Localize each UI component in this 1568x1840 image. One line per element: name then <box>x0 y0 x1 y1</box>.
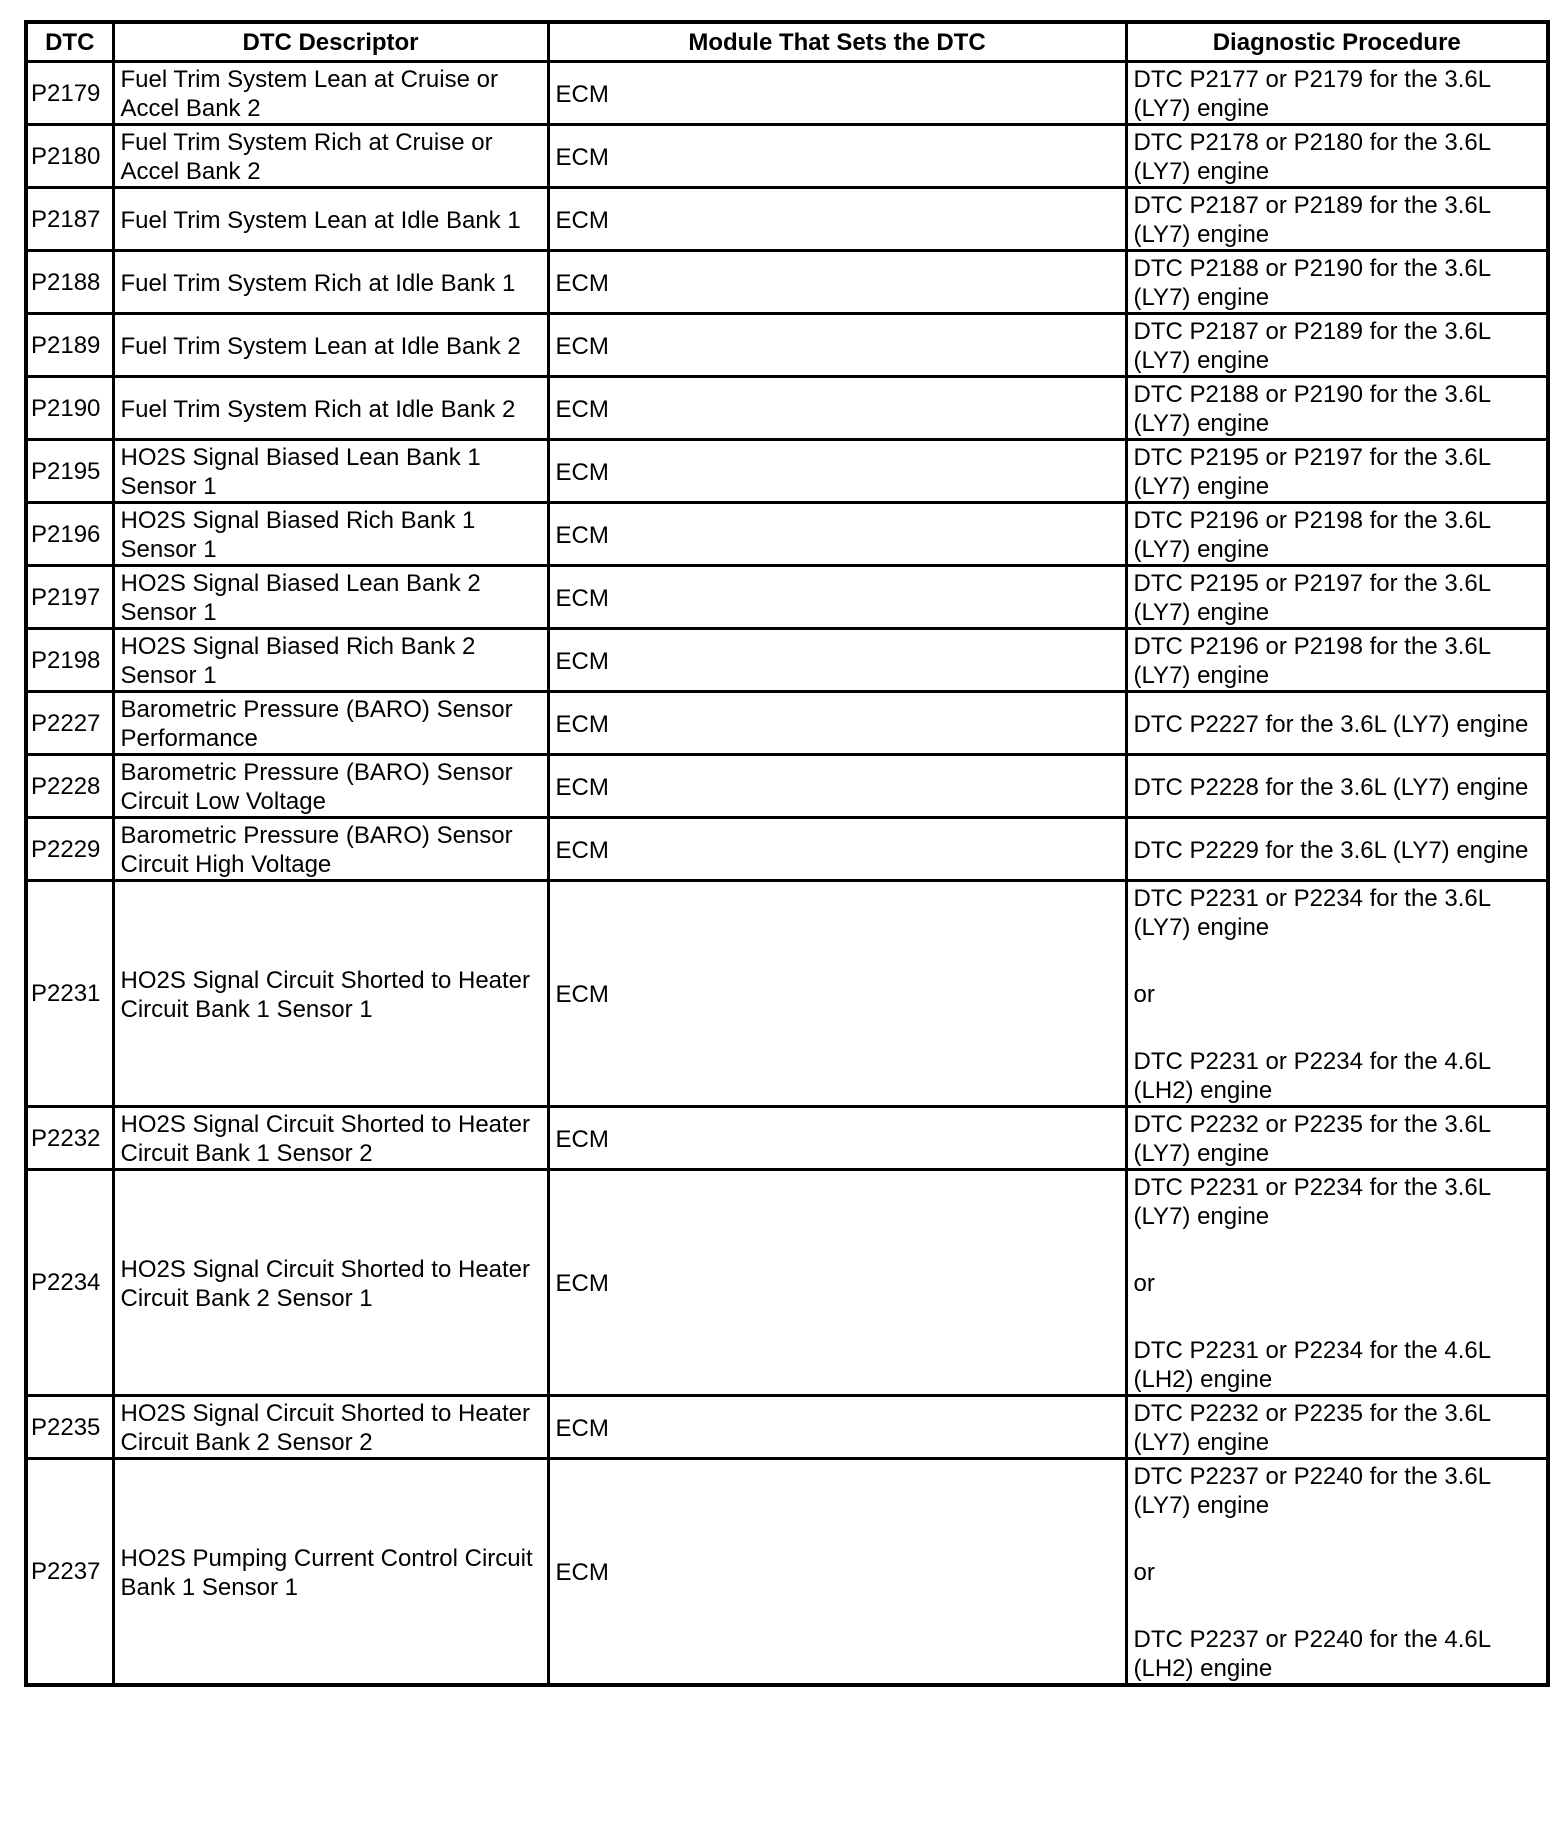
diagnostic-procedure <box>1126 251 1548 314</box>
diagnostic-procedure <box>1126 629 1548 692</box>
dtc-code: P2237 <box>26 1459 113 1686</box>
procedure-link[interactable]: DTC P2231 or P2234 for the 4.6L (LH2) engine <box>1133 1337 1497 1393</box>
dtc-descriptor: HO2S Signal Biased Lean Bank 1 Sensor 1 <box>113 440 548 503</box>
diagnostic-procedure <box>1126 1170 1548 1396</box>
dtc-module: ECM <box>548 1459 1126 1686</box>
dtc-module: ECM <box>548 755 1126 818</box>
diagnostic-procedure <box>1126 503 1548 566</box>
dtc-descriptor: HO2S Signal Circuit Shorted to Heater Circuit Bank 2 Sensor 1 <box>113 1170 548 1396</box>
table-row <box>26 62 1548 125</box>
dtc-module: ECM <box>548 314 1126 377</box>
table-row <box>26 629 1548 692</box>
procedure-link[interactable]: DTC P2178 or P2180 for the 3.6L (LY7) engine <box>1133 129 1497 185</box>
dtc-module: ECM <box>548 62 1126 125</box>
dtc-module: ECM <box>548 692 1126 755</box>
dtc-code: P2234 <box>26 1170 113 1396</box>
procedure-or: or <box>1133 1270 1155 1297</box>
dtc-module: ECM <box>548 881 1126 1107</box>
diagnostic-procedure <box>1126 881 1548 1107</box>
diagnostic-procedure <box>1126 692 1548 755</box>
diagnostic-procedure <box>1126 125 1548 188</box>
dtc-descriptor: Fuel Trim System Lean at Idle Bank 1 <box>113 188 548 251</box>
dtc-code: P2231 <box>26 881 113 1107</box>
dtc-module: ECM <box>548 1396 1126 1459</box>
procedure-link[interactable]: DTC P2188 or P2190 for the 3.6L (LY7) engine <box>1133 255 1497 311</box>
dtc-code: P2187 <box>26 188 113 251</box>
dtc-descriptor: Barometric Pressure (BARO) Sensor Performance <box>113 692 548 755</box>
table-row <box>26 1396 1548 1459</box>
procedure-link[interactable]: DTC P2196 or P2198 for the 3.6L (LY7) engine <box>1133 507 1497 563</box>
procedure-spacer <box>1134 1520 1541 1558</box>
header-descriptor: DTC Descriptor <box>113 22 548 62</box>
dtc-module: ECM <box>548 818 1126 881</box>
table-row <box>26 125 1548 188</box>
table-row <box>26 1459 1548 1686</box>
procedure-link[interactable]: DTC P2177 or P2179 for the 3.6L (LY7) engine <box>1133 66 1497 122</box>
procedure-link[interactable]: DTC P2237 or P2240 for the 4.6L (LH2) engine <box>1133 1626 1497 1682</box>
table-row <box>26 503 1548 566</box>
dtc-descriptor: HO2S Signal Circuit Shorted to Heater Circuit Bank 2 Sensor 2 <box>113 1396 548 1459</box>
dtc-code: P2232 <box>26 1107 113 1170</box>
procedure-link[interactable]: DTC P2187 or P2189 for the 3.6L (LY7) engine <box>1133 192 1497 248</box>
dtc-code: P2180 <box>26 125 113 188</box>
dtc-descriptor: Fuel Trim System Lean at Cruise or Accel Bank 2 <box>113 62 548 125</box>
dtc-descriptor: HO2S Signal Biased Rich Bank 2 Sensor 1 <box>113 629 548 692</box>
diagnostic-procedure <box>1126 1396 1548 1459</box>
dtc-descriptor: Fuel Trim System Rich at Cruise or Accel Bank 2 <box>113 125 548 188</box>
dtc-descriptor: Barometric Pressure (BARO) Sensor Circuit Low Voltage <box>113 755 548 818</box>
dtc-module: ECM <box>548 1107 1126 1170</box>
dtc-descriptor: Fuel Trim System Rich at Idle Bank 1 <box>113 251 548 314</box>
dtc-module: ECM <box>548 251 1126 314</box>
table-row <box>26 818 1548 881</box>
table-row <box>26 188 1548 251</box>
procedure-or: or <box>1133 981 1155 1008</box>
header-module: Module That Sets the DTC <box>548 22 1126 62</box>
dtc-descriptor: HO2S Signal Biased Lean Bank 2 Sensor 1 <box>113 566 548 629</box>
diagnostic-procedure <box>1126 377 1548 440</box>
procedure-link[interactable]: DTC P2188 or P2190 for the 3.6L (LY7) engine <box>1133 381 1497 437</box>
table-body <box>26 62 1548 1686</box>
procedure-link[interactable]: DTC P2231 or P2234 for the 4.6L (LH2) engine <box>1133 1048 1497 1104</box>
procedure-link[interactable]: DTC P2231 or P2234 for the 3.6L (LY7) engine <box>1133 1174 1497 1230</box>
dtc-descriptor: HO2S Signal Biased Rich Bank 1 Sensor 1 <box>113 503 548 566</box>
dtc-descriptor: HO2S Signal Circuit Shorted to Heater Circuit Bank 1 Sensor 1 <box>113 881 548 1107</box>
table-row <box>26 1107 1548 1170</box>
diagnostic-procedure <box>1126 566 1548 629</box>
table-header-row <box>26 22 1548 62</box>
dtc-module: ECM <box>548 377 1126 440</box>
procedure-link[interactable]: DTC P2196 or P2198 for the 3.6L (LY7) engine <box>1133 633 1497 689</box>
procedure-spacer <box>1134 1231 1541 1269</box>
procedure-spacer <box>1134 1009 1541 1047</box>
dtc-table <box>24 20 1550 1687</box>
dtc-code: P2228 <box>26 755 113 818</box>
table-row <box>26 755 1548 818</box>
dtc-module: ECM <box>548 629 1126 692</box>
procedure-link[interactable]: DTC P2231 or P2234 for the 3.6L (LY7) engine <box>1133 885 1497 941</box>
dtc-code: P2235 <box>26 1396 113 1459</box>
procedure-spacer <box>1134 1298 1541 1336</box>
dtc-code: P2229 <box>26 818 113 881</box>
diagnostic-procedure <box>1126 62 1548 125</box>
dtc-code: P2188 <box>26 251 113 314</box>
diagnostic-procedure <box>1126 314 1548 377</box>
diagnostic-procedure <box>1126 440 1548 503</box>
table-row <box>26 440 1548 503</box>
diagnostic-procedure <box>1126 755 1548 818</box>
table-row <box>26 566 1548 629</box>
dtc-module: ECM <box>548 503 1126 566</box>
procedure-link[interactable]: DTC P2232 or P2235 for the 3.6L (LY7) engine <box>1133 1111 1497 1167</box>
dtc-descriptor: HO2S Pumping Current Control Circuit Bank 1 Sensor 1 <box>113 1459 548 1686</box>
diagnostic-procedure <box>1126 188 1548 251</box>
procedure-link[interactable]: DTC P2187 or P2189 for the 3.6L (LY7) engine <box>1133 318 1497 374</box>
dtc-descriptor: HO2S Signal Circuit Shorted to Heater Circuit Bank 1 Sensor 2 <box>113 1107 548 1170</box>
dtc-module: ECM <box>548 566 1126 629</box>
diagnostic-procedure <box>1126 1107 1548 1170</box>
dtc-descriptor: Fuel Trim System Lean at Idle Bank 2 <box>113 314 548 377</box>
dtc-code: P2190 <box>26 377 113 440</box>
procedure-link[interactable]: DTC P2227 for the 3.6L (LY7) engine <box>1133 710 1529 738</box>
procedure-link[interactable]: DTC P2229 for the 3.6L (LY7) engine <box>1133 836 1529 864</box>
dtc-code: P2179 <box>26 62 113 125</box>
dtc-code: P2195 <box>26 440 113 503</box>
dtc-code: P2227 <box>26 692 113 755</box>
dtc-module: ECM <box>548 188 1126 251</box>
table-row <box>26 377 1548 440</box>
header-dtc: DTC <box>26 22 113 62</box>
table-row <box>26 1170 1548 1396</box>
procedure-link[interactable]: DTC P2228 for the 3.6L (LY7) engine <box>1133 773 1529 801</box>
table-row <box>26 881 1548 1107</box>
dtc-descriptor: Fuel Trim System Rich at Idle Bank 2 <box>113 377 548 440</box>
dtc-code: P2196 <box>26 503 113 566</box>
dtc-code: P2197 <box>26 566 113 629</box>
dtc-code: P2198 <box>26 629 113 692</box>
dtc-module: ECM <box>548 1170 1126 1396</box>
procedure-spacer <box>1134 942 1541 980</box>
procedure-link[interactable]: DTC P2237 or P2240 for the 3.6L (LY7) engine <box>1133 1463 1497 1519</box>
dtc-module: ECM <box>548 440 1126 503</box>
table-row <box>26 692 1548 755</box>
header-procedure: Diagnostic Procedure <box>1126 22 1548 62</box>
procedure-or: or <box>1133 1559 1155 1586</box>
dtc-module: ECM <box>548 125 1126 188</box>
dtc-descriptor: Barometric Pressure (BARO) Sensor Circuit High Voltage <box>113 818 548 881</box>
table-row <box>26 251 1548 314</box>
dtc-code: P2189 <box>26 314 113 377</box>
diagnostic-procedure <box>1126 818 1548 881</box>
procedure-link[interactable]: DTC P2232 or P2235 for the 3.6L (LY7) engine <box>1133 1400 1497 1456</box>
diagnostic-procedure <box>1126 1459 1548 1686</box>
table-row <box>26 314 1548 377</box>
procedure-link[interactable]: DTC P2195 or P2197 for the 3.6L (LY7) engine <box>1133 444 1497 500</box>
procedure-link[interactable]: DTC P2195 or P2197 for the 3.6L (LY7) engine <box>1133 570 1497 626</box>
procedure-spacer <box>1134 1587 1541 1625</box>
